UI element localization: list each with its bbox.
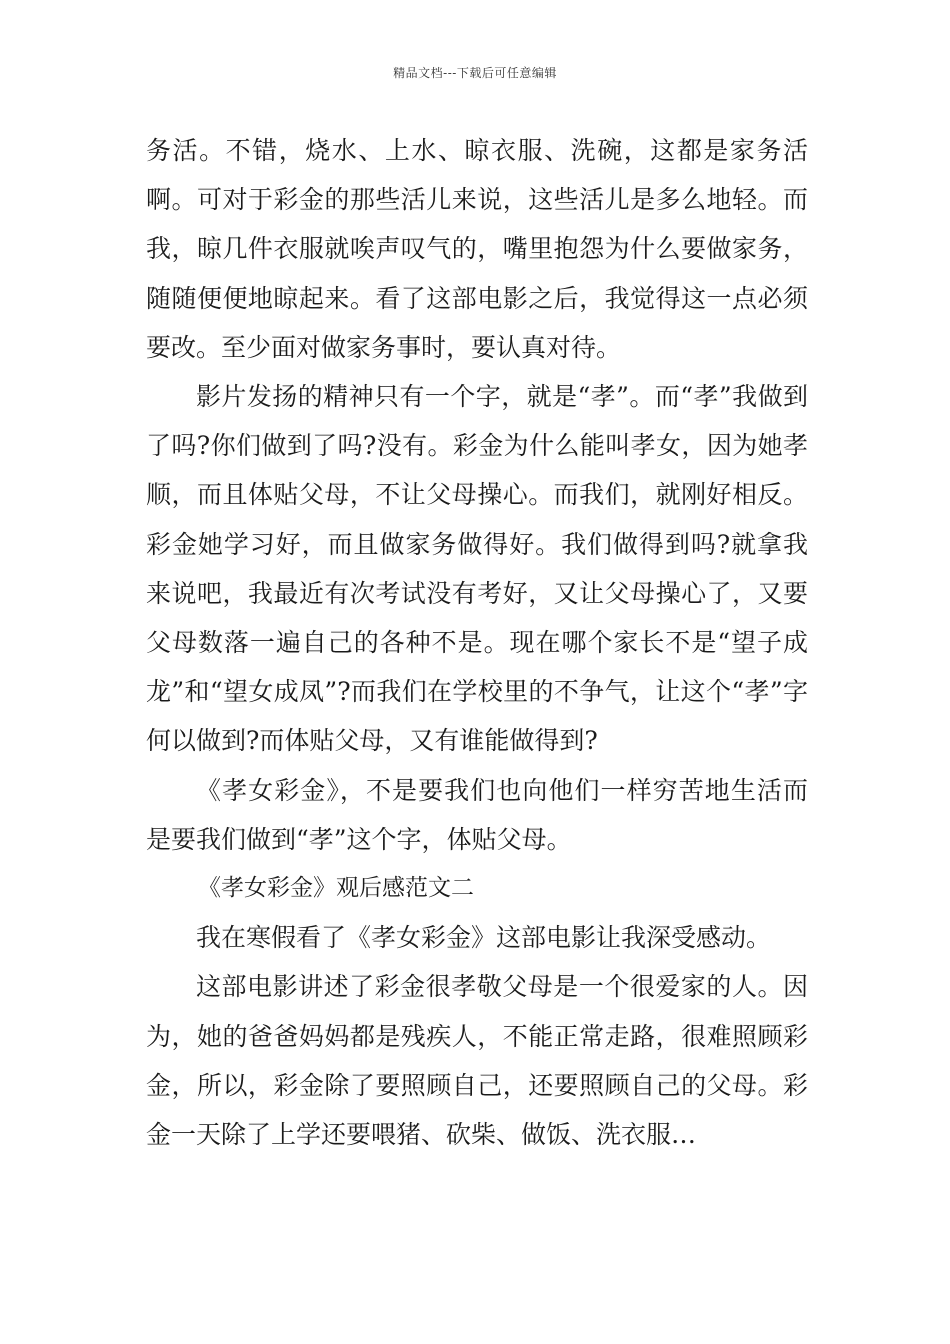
document-body — [146, 126, 808, 1159]
page-header: 精品文档---下载后可任意编辑 — [393, 66, 557, 80]
paragraph-story: 这部电影讲述了彩金很孝敬父母是一个很爱家的人。因为，她的爸爸妈妈都是残疾人，不能正常走路，很难照顾彩金，所以，彩金除了要照顾自己，还要照顾自己的父母。彩金一天除了上学还要喂猪、砍柴、做饭、洗衣服… — [146, 972, 808, 1150]
paragraph-continuation: 务活。不错，烧水、上水、晾衣服、洗碗，这都是家务活啊。可对于彩金的那些活儿来说，这些活儿是多么地轻。而我，晾几件衣服就唉声叹气的，嘴里抱怨为什么要做家务，随随便便地晾起来。看了这部电影之后，我觉得这一点必须要改。至少面对做家务事时，要认真对待。 — [146, 136, 808, 362]
paragraph-conclusion: 《孝女彩金》，不是要我们也向他们一样穷苦地生活而是要我们做到“孝”这个字，体贴父母。 — [146, 775, 808, 854]
section-title: 《孝女彩金》观后感范文二 — [198, 875, 474, 902]
paragraph-filial-piety: 影片发扬的精神只有一个字，就是“孝”。而“孝”我做到了吗?你们做到了吗?没有。彩金为什么能叫孝女，因为她孝顺，而且体贴父母，不让父母操心。而我们，就刚好相反。彩金她学习好，而且做家务做得好。我们做得到吗?就拿我来说吧，我最近有次考试没有考好，又让父母操心了，又要父母数落一遍自己的各种不是。现在哪个家长不是“望子成龙”和“望女成凤”?而我们在学校里的不争气，让这个“孝”字何以做到?而体贴父母，又有谁能做得到? — [146, 382, 808, 756]
paragraph-intro: 我在寒假看了《孝女彩金》这部电影让我深受感动。 — [196, 923, 772, 953]
